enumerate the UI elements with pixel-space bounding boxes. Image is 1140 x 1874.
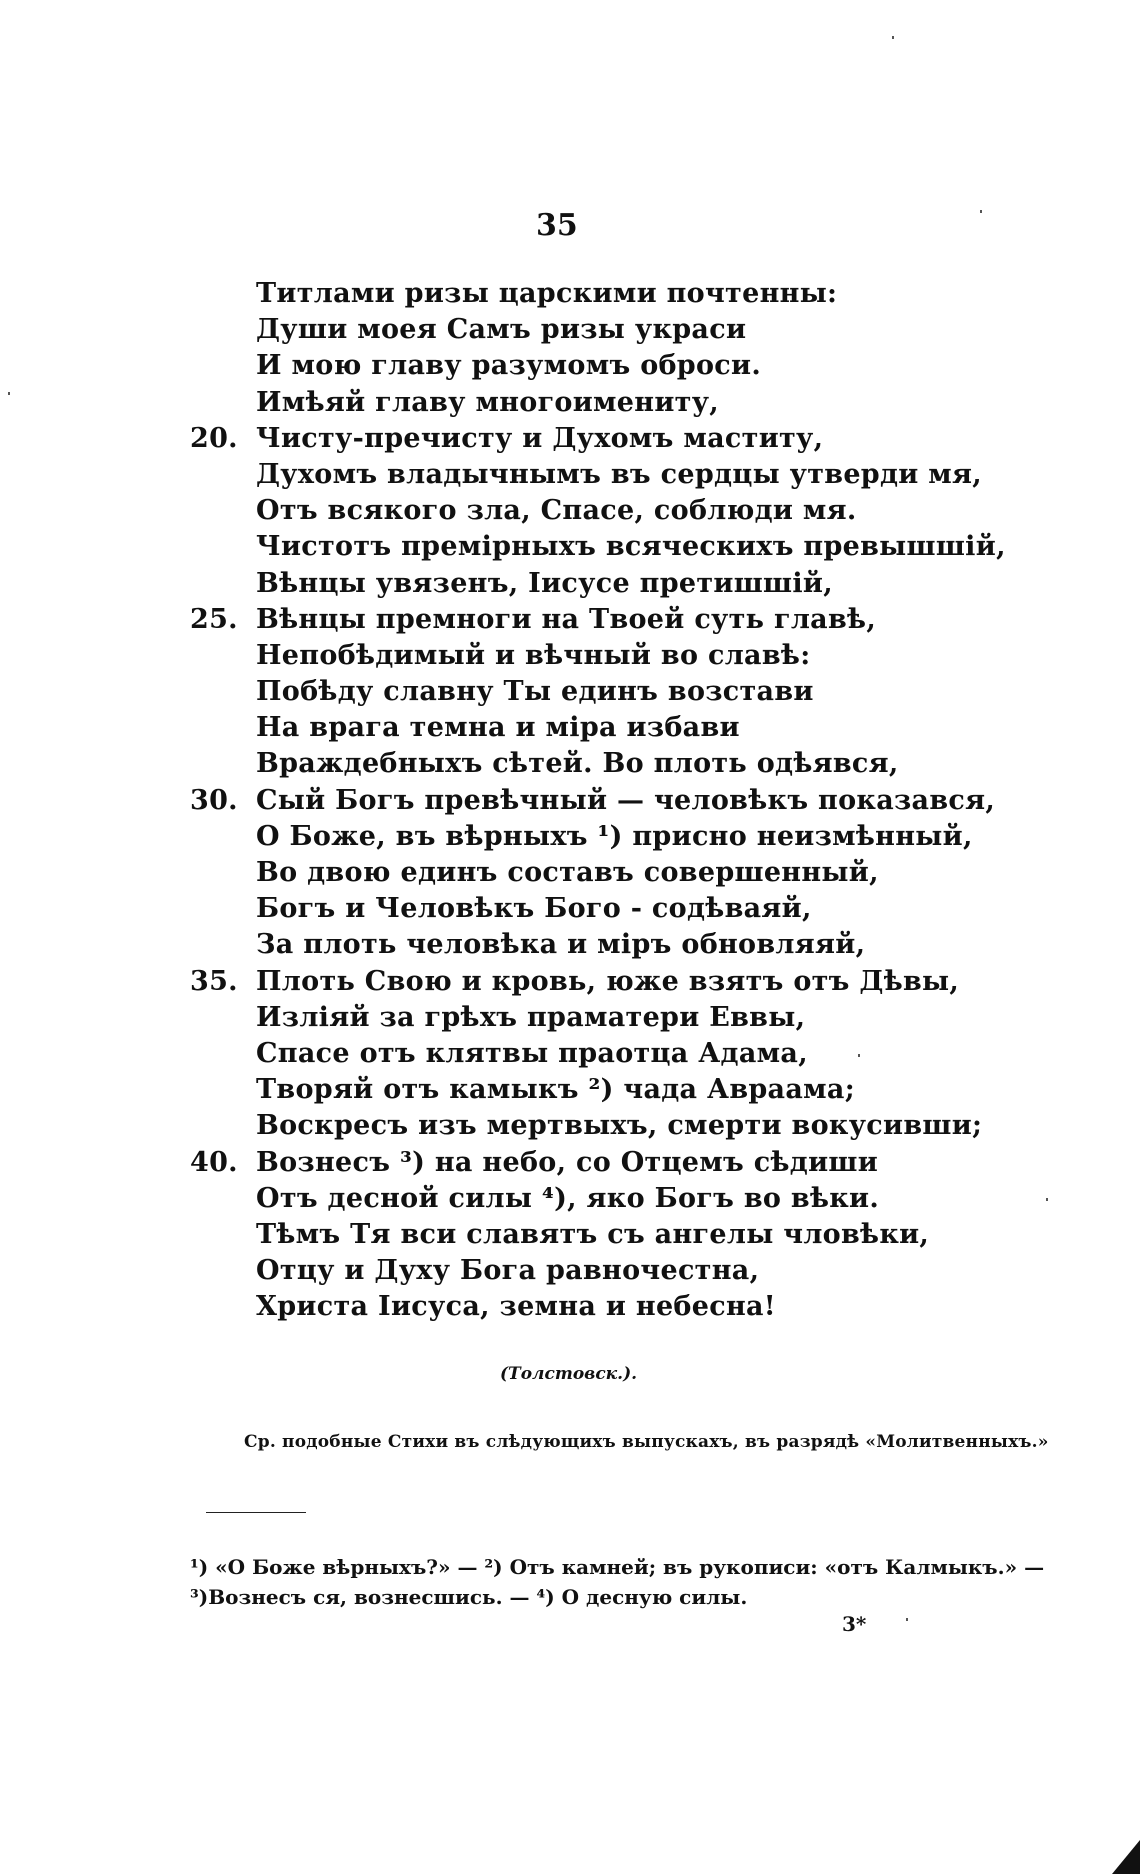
verse-text: Богъ и Человѣкъ Бого - содѣваяй,	[256, 893, 812, 925]
verse-line	[190, 1289, 990, 1325]
verse-text: И мою главу разумомъ оброси.	[256, 350, 762, 382]
verse-number: 30.	[190, 784, 238, 816]
verse-text: Христа Iисуса, земна и небесна!	[256, 1291, 776, 1323]
verse-text: Вознесъ ³) на небо, со Отцемъ сѣдиши	[256, 1146, 879, 1178]
verse-line	[190, 819, 990, 855]
verse-line	[190, 276, 990, 312]
verse-number: 40.	[190, 1146, 238, 1178]
verse-text: Души моея Самъ ризы украси	[256, 314, 747, 346]
verse-text: Враждебныхъ сѣтей. Во плоть одѣявся,	[256, 748, 899, 780]
verse-text: О Боже, въ вѣрныхъ ¹) присно неизмѣнный,	[256, 820, 973, 852]
poem	[190, 276, 1006, 1325]
verse-text: Вѣнцы увязенъ, Iисусе претишшiй,	[256, 567, 833, 599]
verse-line	[190, 1253, 990, 1289]
verse-line	[190, 385, 990, 421]
verse-text: Чистотъ премiрныхъ всяческихъ превышшiй,	[256, 531, 1006, 563]
verse-text: На врага темна и мiра избави	[256, 712, 740, 744]
verse-line	[190, 1145, 990, 1181]
verse-text: Тѣмъ Тя вси славятъ съ ангелы чловѣки,	[256, 1218, 930, 1250]
verse-text: Непобѣдимый и вѣчный во славѣ:	[256, 639, 811, 671]
verse-line	[190, 891, 990, 927]
verse-line	[190, 1217, 990, 1253]
verse-line	[190, 457, 990, 493]
verse-text: За плоть человѣка и мiръ обновляяй,	[256, 929, 866, 961]
verse-line	[190, 566, 990, 602]
verse-text: Побѣду славну Ты единъ возстави	[256, 676, 814, 708]
scan-corner-mark	[1112, 1840, 1140, 1874]
verse-text: Вѣнцы премноги на Твоей суть главѣ,	[256, 603, 877, 635]
verse-text: Воскресъ изъ мертвыхъ, смерти вокусивши;	[256, 1110, 983, 1142]
footnote-line: ³)Вознесъ ся, вознесшись. — ⁴) О десную силы.	[190, 1585, 748, 1609]
verse-line	[190, 529, 1006, 565]
verse-number: 35.	[190, 965, 238, 997]
verse-line	[190, 312, 990, 348]
verse-line	[190, 746, 990, 782]
verse-line	[190, 927, 990, 963]
verse-line	[190, 638, 990, 674]
verse-line	[190, 1181, 990, 1217]
attribution: (Толстовск.).	[500, 1364, 638, 1384]
verse-text: Излiяй за грѣхъ праматери Еввы,	[256, 1001, 806, 1033]
printer-signature-mark: 3*	[842, 1612, 867, 1636]
verse-line	[190, 493, 990, 529]
verse-line	[190, 602, 990, 638]
verse-line	[190, 710, 990, 746]
verse-line	[190, 674, 990, 710]
scan-speck	[906, 1618, 908, 1621]
verse-line	[190, 1000, 990, 1036]
verse-text: Сый Богъ превѣчный — человѣкъ показався,	[256, 784, 996, 816]
verse-number: 25.	[190, 603, 238, 635]
verse-text: Чисту-пречисту и Духомъ маститу,	[256, 422, 824, 454]
scan-speck	[1046, 1198, 1048, 1201]
verse-line	[190, 348, 990, 384]
verse-number: 20.	[190, 422, 238, 454]
footnote-divider	[206, 1512, 306, 1513]
verse-text: Отъ десной силы ⁴), яко Богъ во вѣки.	[256, 1182, 880, 1214]
scan-speck	[980, 210, 982, 213]
verse-text: Духомъ владычнымъ въ сердцы утверди мя,	[256, 458, 982, 490]
scan-speck	[892, 36, 894, 39]
verse-line	[190, 421, 990, 457]
footnote-line: ¹) «О Боже вѣрныхъ?» — ²) Отъ камней; въ рукописи: «отъ Калмыкъ.» —	[190, 1555, 1045, 1579]
cross-reference-note: Ср. подобные Стихи въ слѣдующихъ выпускахъ, въ разрядѣ «Молитвенныхъ.»	[244, 1432, 1049, 1452]
verse-line	[190, 1108, 990, 1144]
verse-text: Имѣяй главу многоимениту,	[256, 386, 719, 418]
verse-line	[190, 783, 996, 819]
verse-text: Спасе отъ клятвы праотца Адама,	[256, 1037, 808, 1069]
verse-text: Отцу и Духу Бога равночестна,	[256, 1255, 760, 1287]
verse-line	[190, 1036, 990, 1072]
verse-text: Во двою единъ составъ совершенный,	[256, 857, 879, 888]
verse-text: Титлами ризы царскими почтенны:	[256, 278, 838, 309]
verse-text: Творяй отъ камыкъ ²) чада Авраама;	[256, 1074, 855, 1106]
footnotes	[190, 1552, 1044, 1612]
verse-text: Отъ всякого зла, Спасе, соблюди мя.	[256, 495, 857, 527]
scan-speck	[858, 1054, 860, 1057]
scan-speck	[8, 392, 10, 395]
verse-line	[190, 964, 990, 1000]
verse-line	[190, 855, 990, 891]
page-number: 35	[536, 208, 578, 243]
verse-line	[190, 1072, 990, 1108]
verse-text: Плоть Свою и кровь, юже взятъ отъ Дѣвы,	[256, 965, 960, 997]
